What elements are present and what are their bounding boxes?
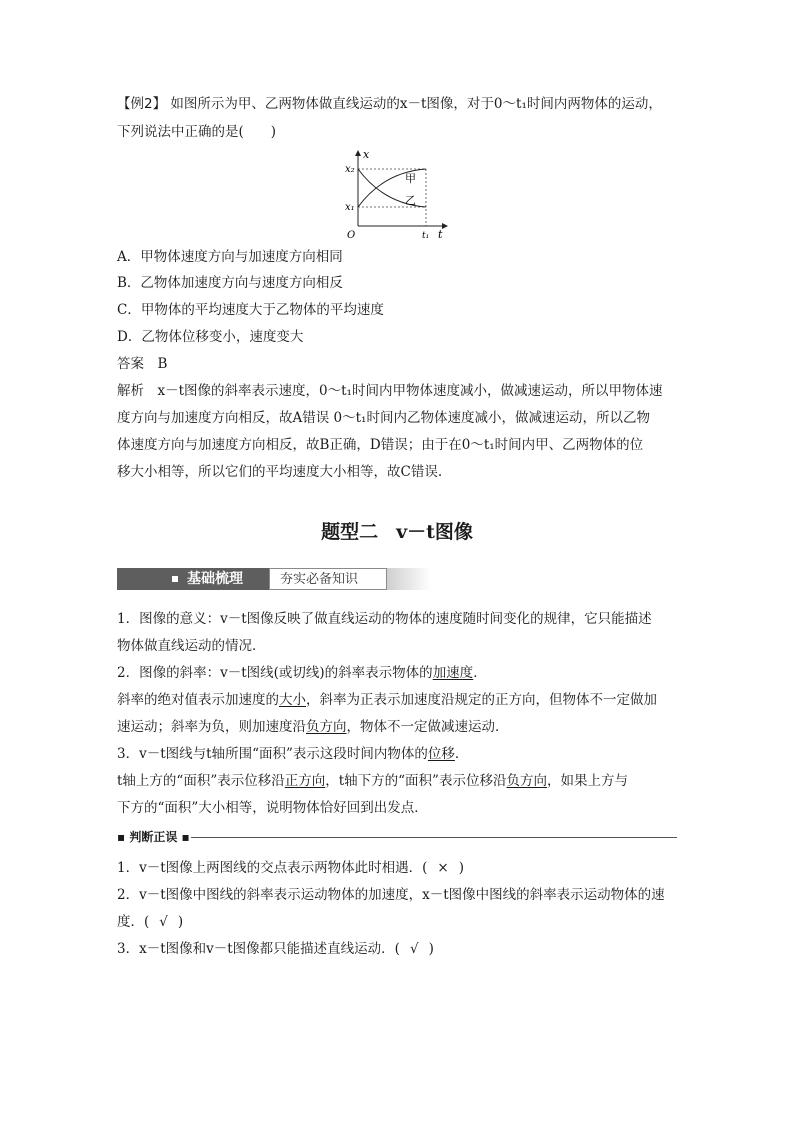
square-bullet-icon	[172, 576, 178, 582]
banner-dark-block	[117, 568, 269, 590]
analysis-line-1: 解析 x－t图像的斜率表示速度，0～t₁时间内甲物体速度减小，做减速运动，所以甲物体速	[117, 383, 663, 399]
judge-item-3: 3．x－t图像和v－t图像都只能描述直线运动．( √ )	[117, 941, 434, 957]
judge-item-1: 1．v－t图像上两图线的交点表示两物体此时相遇．( × )	[117, 860, 465, 876]
x-axis-arrow	[355, 150, 361, 156]
option-c: C．甲物体的平均速度大于乙物体的平均速度	[117, 302, 384, 318]
underline-negative-direction: 负方向	[306, 719, 347, 735]
analysis-line-2: 度方向与加速度方向相反，故A错误 0～t₁时间内乙物体速度减小，做减速运动，所以乙物	[117, 410, 650, 426]
judge-item-2-line-1: 2．v－t图像中图线的斜率表示运动物体的加速度，x－t图像中图线的斜率表示运动物体的速	[117, 887, 665, 903]
section-banner	[117, 568, 431, 590]
judge-mark-1: ×	[437, 860, 449, 876]
section-title: 题型二 v－t图像	[321, 521, 473, 543]
underline-magnitude: 大小	[279, 692, 306, 708]
axis-x-label: x	[363, 148, 370, 161]
judge-mark-3: √	[409, 941, 419, 957]
tick-x1: x₁	[345, 202, 355, 213]
option-d: D．乙物体位移变小，速度变大	[117, 329, 304, 345]
judge-mark-2: √	[159, 914, 168, 930]
underline-acceleration: 加速度	[432, 665, 474, 681]
label-jia: 甲	[405, 172, 416, 185]
point-1-line-1: 1．图像的意义：v－t图像反映了做直线运动的物体的速度随时间变化的规律，它只能描述	[117, 611, 652, 627]
underline-displacement: 位移	[427, 746, 455, 762]
point-3-line-2: t轴上方的“面积”表示位移沿正方向，t轴下方的“面积”表示位移沿负方向，如果上方与	[117, 773, 628, 789]
analysis-line-4: 移大小相等，所以它们的平均速度大小相等，故C错误.	[117, 464, 443, 480]
banner-light-block	[269, 568, 387, 590]
point-2-line-1: 2．图像的斜率：v－t图线(或切线)的斜率表示物体的加速度．	[117, 665, 487, 681]
point-3-line-3: 下方的“面积”大小相等，说明物体恰好回到出发点．	[117, 800, 428, 816]
point-2-line-2: 斜率的绝对值表示加速度的大小，斜率为正表示加速度沿规定的正方向，但物体不一定做加	[117, 692, 657, 708]
banner-fade	[387, 568, 431, 590]
banner-left-text: 基础梳理	[187, 571, 243, 587]
origin-label: O	[347, 230, 356, 240]
tick-t1: t₁	[422, 231, 430, 240]
option-a: A．甲物体速度方向与加速度方向相同	[117, 249, 343, 265]
point-3-line-1: 3．v－t图线与t轴所围“面积”表示这段时间内物体的位移．	[117, 746, 469, 762]
axis-t-label: t	[438, 228, 443, 240]
tick-x2: x₂	[345, 164, 355, 175]
judge-header	[117, 828, 677, 846]
answer: 答案 B	[117, 356, 168, 372]
underline-positive-direction: 正方向	[284, 773, 326, 789]
underline-negative-direction-2: 负方向	[506, 773, 547, 789]
point-2-line-3: 速运动；斜率为负，则加速度沿负方向，物体不一定做减速运动．	[117, 719, 509, 735]
judge-title: ▪ 判断正误 ▪	[117, 830, 190, 844]
example-label: 【例2】	[117, 96, 167, 112]
point-1-line-2: 物体做直线运动的情况．	[117, 638, 266, 654]
xt-graph-figure	[340, 148, 460, 240]
judge-item-2-line-2: 度．( √ )	[117, 914, 184, 930]
analysis-line-3: 体速度方向与加速度方向相反，故B正确，D错误；由于在0～t₁时间内甲、乙两物体的位	[117, 437, 644, 453]
banner-right-text: 夯实必备知识	[280, 572, 359, 587]
t-axis-arrow	[442, 223, 448, 229]
example-question-line1: 【例2】 如图所示为甲、乙两物体做直线运动的x－t图像，对于0～t₁时间内两物体的运动，	[117, 96, 662, 112]
label-yi: 乙	[405, 194, 416, 207]
example-question-line2: 下列说法中正确的是( )	[117, 124, 277, 140]
option-b: B．乙物体加速度方向与速度方向相反	[117, 275, 343, 291]
judge-rule	[191, 837, 677, 838]
